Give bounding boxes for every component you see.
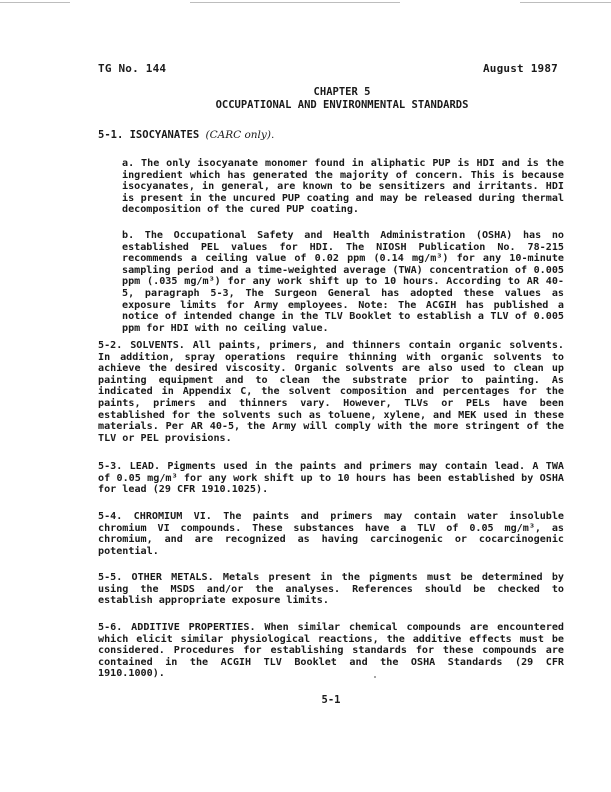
scan-speck [374,676,376,678]
scan-edge-line [520,2,611,3]
paragraph-5-4-chromium: 5-4. CHROMIUM VI. The paints and primers may contain water insoluble chromium VI compounds. These substances have a TLV of 0.05 mg/m³, as chromium, and are recognized as having carcinogenic or cocarcinogenic potential. [98,511,564,557]
page-number: 5-1 [321,694,341,706]
chapter-heading [0,86,611,112]
paragraph-5-1-a: a. The only isocyanate monomer found in aliphatic PUP is HDI and is the ingredient which has generated the majority of concern. This is because isocyanates, in general, are known to be sensitizers and irritants. HDI is present in the uncured PUP coating and may be released during thermal decomposition of the cured PUP coating. [122,158,564,216]
paragraph-5-3-lead: 5-3. LEAD. Pigments used in the paints and primers may contain lead. A TWA of 0.05 mg/m³ for any work shift up to 10 hours has been established by OSHA for lead (29 CFR 1910.1025). [98,461,564,496]
section-heading-text: 5-1. ISOCYANATES [98,129,200,141]
paragraph-5-6-additive: 5-6. ADDITIVE PROPERTIES. When similar chemical compounds are encountered which elicit similar physiological reactions, the additive effects must be considered. Procedures for establishing standards for these compounds are contained in the ACGIH TLV Booklet and the OSHA Standards (29 CFR 1910.1000). [98,622,564,680]
scan-edge-line [0,2,70,3]
document-number: TG No. 144 [98,62,167,75]
paragraph-5-5-other-metals: 5-5. OTHER METALS. Metals present in the pigments must be determined by using the MSDS and/or the analyses. References should be checked to establish appropriate exposure limits. [98,572,564,607]
section-heading-isocyanates [98,130,564,142]
chapter-title: OCCUPATIONAL AND ENVIRONMENTAL STANDARDS [215,99,469,111]
scan-edge-line [190,2,400,3]
document-date: August 1987 [482,62,558,75]
chapter-number: CHAPTER 5 [313,86,371,98]
handwritten-note: (CARC only). [205,129,275,141]
paragraph-5-2-solvents: 5-2. SOLVENTS. All paints, primers, and thinners contain organic solvents. In addition, spray operations require thinning with organic solvents to achieve the desired viscosity. Organic solvents are also used to clean up painting equipment and to clean the substrate prior to painting. As indicated in Appendix C, the solvent composition and percentages for the paints, primers and thinners vary. However, TLVs or PELs have been established for the solvents such as toluene, xylene, and MEK used in these materials. Per AR 40-5, the Army will comply with the more stringent of the TLV or PEL provisions. [98,340,564,444]
paragraph-5-1-b: b. The Occupational Safety and Health Administration (OSHA) has no established PEL values for HDI. The NIOSH Publication No. 78-215 recommends a ceiling value of 0.02 ppm (0.14 mg/m³) for any 10-minute sampling period and a time-weighted average (TWA) concentration of 0.005 ppm (.035 mg/m³) for any work shift up to 10 hours. According to AR 40-5, paragraph 5-3, The Surgeon General has adopted these values as exposure limits for Army employees. Note: The ACGIH has published a notice of intended change in the TLV Booklet to establish a TLV of 0.005 ppm for HDI with no ceiling value. [122,230,564,334]
